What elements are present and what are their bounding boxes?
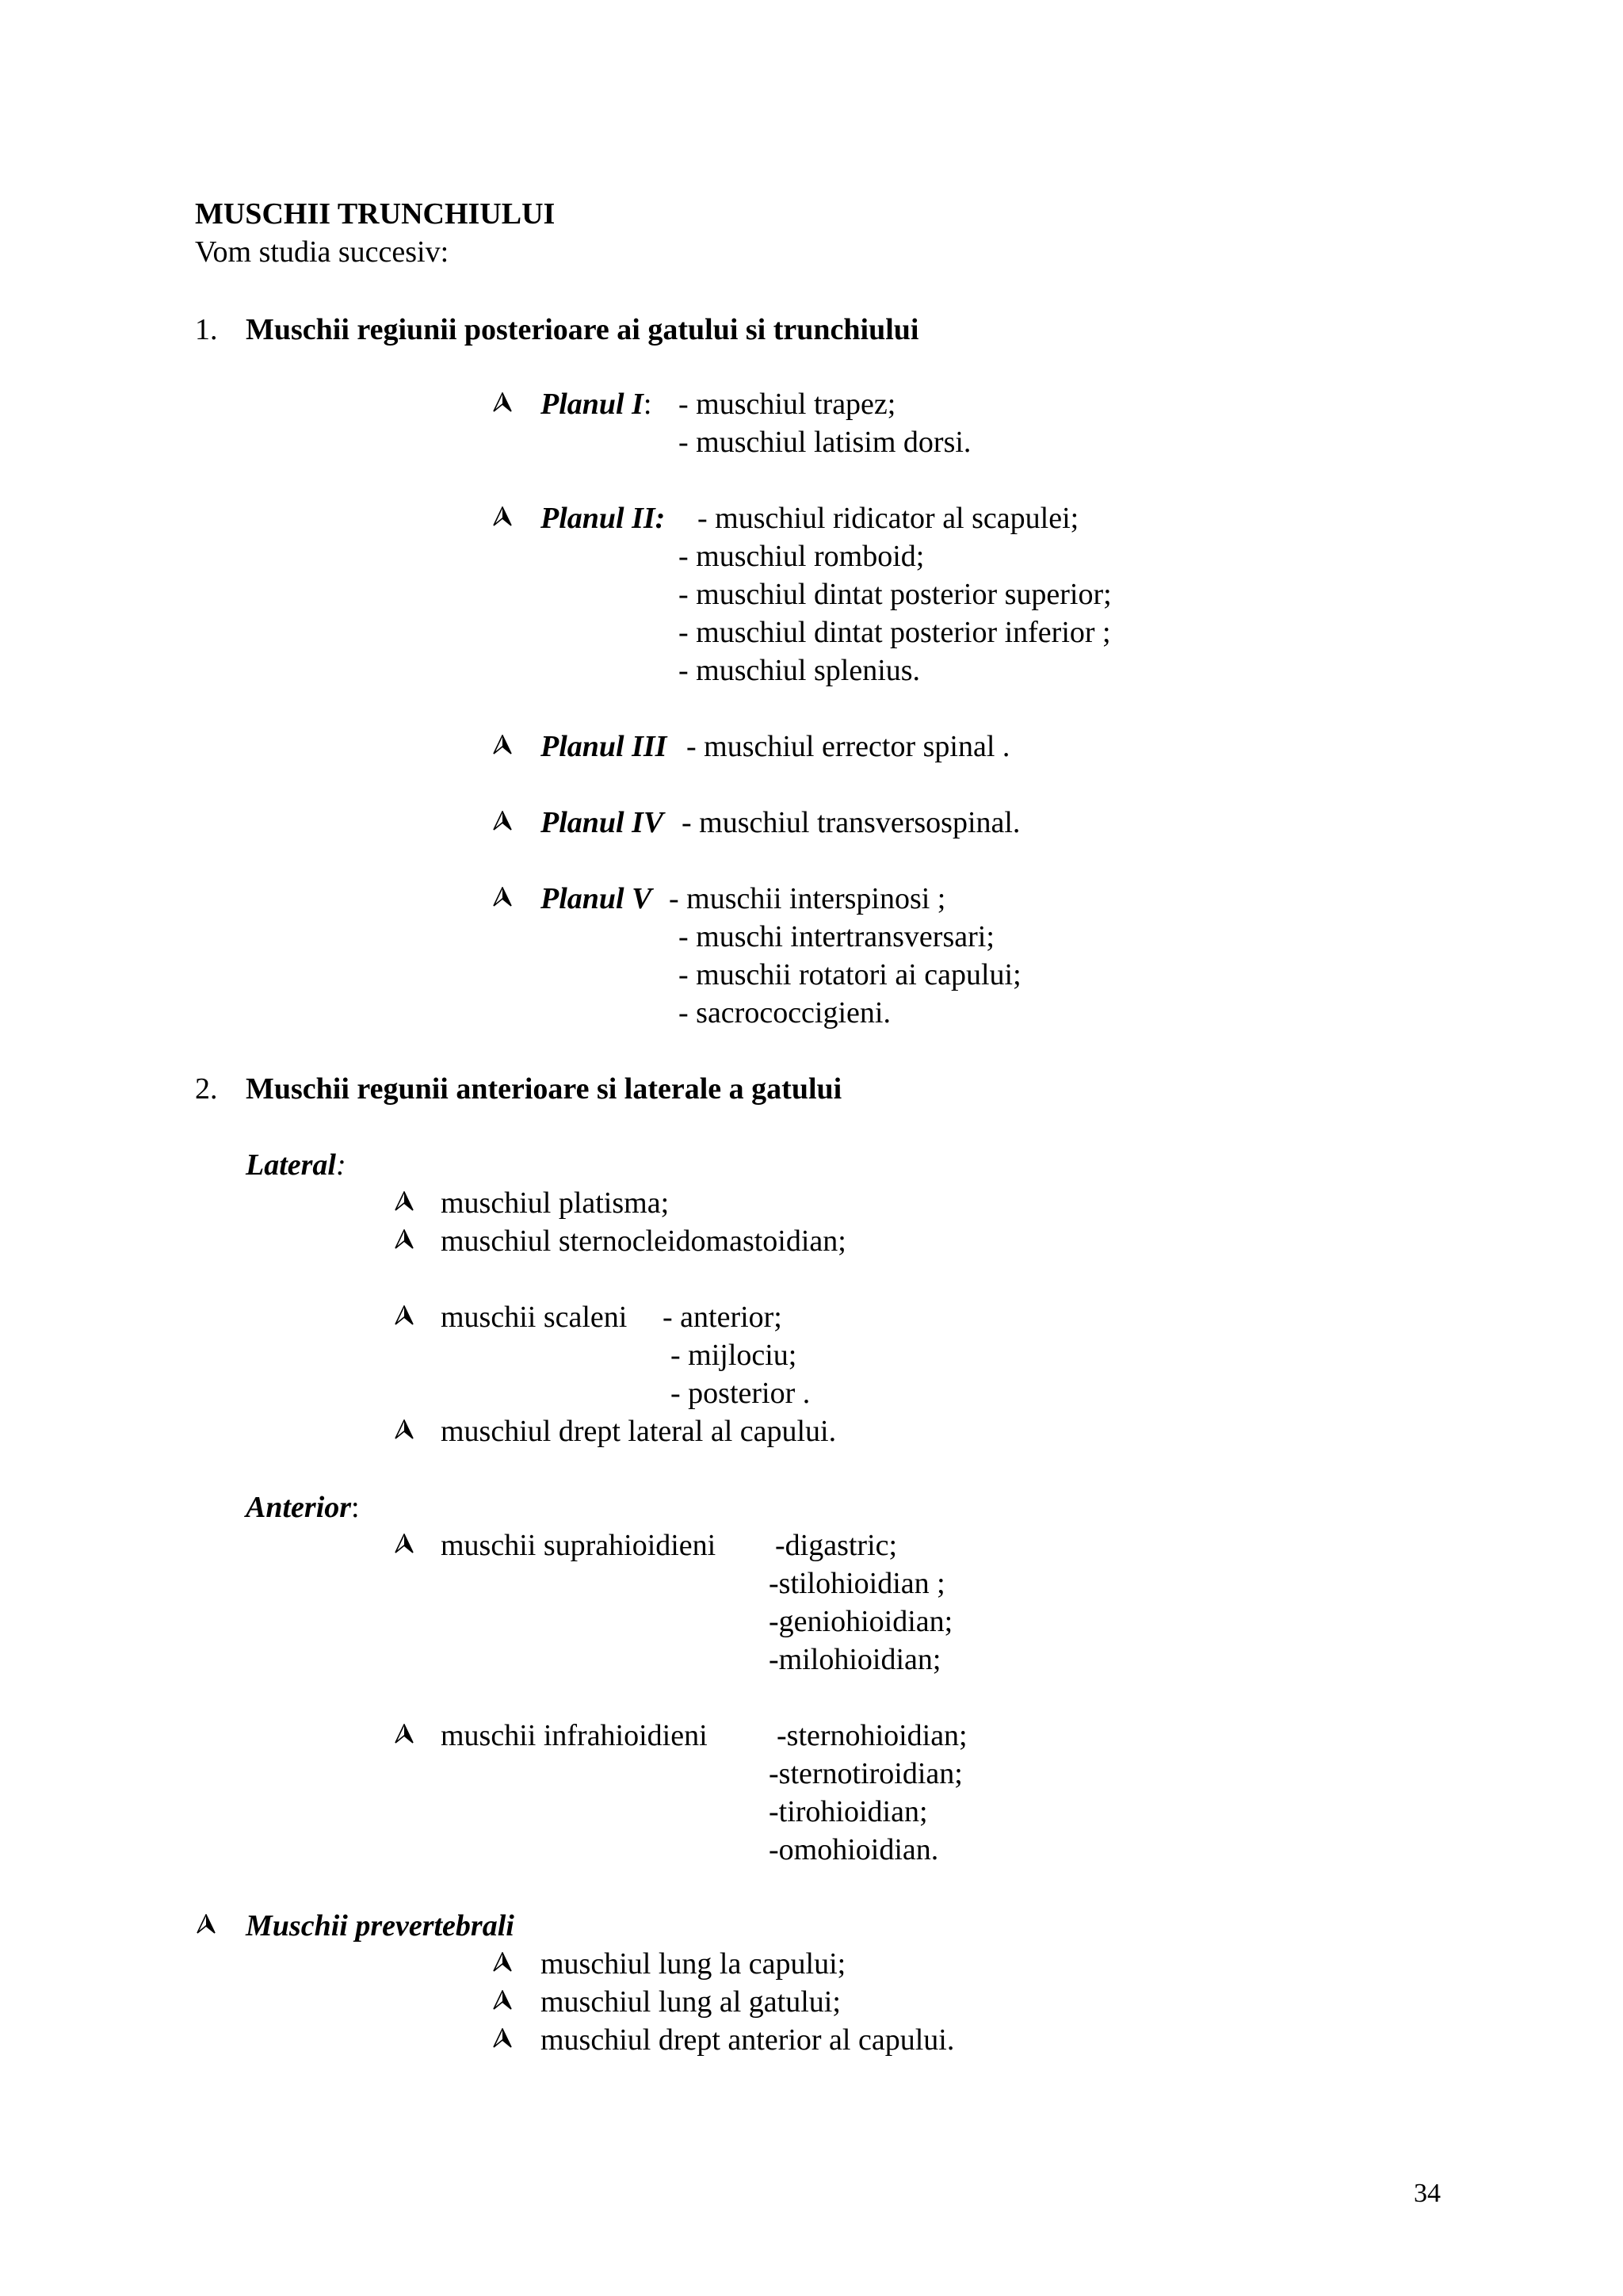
plan-2-item: - muschiul ridicator al scapulei;: [697, 502, 1079, 535]
bullet-arrow-icon: [395, 1191, 414, 1212]
scaleni-part: - posterior .: [670, 1377, 811, 1410]
bullet-arrow-icon: [493, 2028, 512, 2049]
plan-1-label: Planul I:: [540, 388, 652, 421]
plan-3-item: - muschiul errector spinal .: [686, 730, 1010, 763]
bullet-arrow-icon: [395, 1724, 414, 1744]
bullet-arrow-icon: [493, 392, 512, 413]
section-1-heading: Muschii regiunii posterioare ai gatului si trunchiului: [246, 313, 919, 346]
anterior-group-item: -stilohioidian ;: [769, 1567, 945, 1600]
plan-1-item: - muschiul trapez;: [678, 388, 896, 421]
anterior-label: Anterior:: [246, 1491, 360, 1524]
bullet-arrow-icon: [493, 1952, 512, 1973]
anterior-group-name: muschii suprahioidieni: [441, 1529, 716, 1562]
plan-2-item: - muschiul dintat posterior inferior ;: [678, 616, 1111, 649]
anterior-group-item: -omohioidian.: [769, 1833, 939, 1866]
anterior-group-item: -sternotiroidian;: [769, 1757, 963, 1790]
plan-4-label: Planul IV: [540, 806, 664, 839]
section-2-heading: Muschii regunii anterioare si laterale a gatului: [246, 1072, 842, 1106]
bullet-arrow-icon: [493, 506, 512, 527]
plan-3-label: Planul III: [540, 730, 667, 763]
plan-5-item: - sacrococcigieni.: [678, 996, 891, 1030]
bullet-arrow-icon: [493, 811, 512, 831]
bullet-arrow-icon: [395, 1229, 414, 1250]
lateral-item: muschiul sternocleidomastoidian;: [441, 1224, 846, 1258]
lateral-item: muschii scaleni: [441, 1301, 628, 1334]
bullet-arrow-icon: [395, 1534, 414, 1554]
page-title: MUSCHII TRUNCHIULUI: [195, 197, 556, 231]
section-2-number: 2.: [195, 1072, 218, 1106]
lateral-item: muschiul drept lateral al capului.: [441, 1415, 837, 1448]
prevertebral-item: muschiul drept anterior al capului.: [540, 2023, 955, 2057]
anterior-group-item: -tirohioidian;: [769, 1795, 928, 1828]
plan-5-item: - muschi intertransversari;: [678, 920, 995, 953]
scaleni-part: - mijlociu;: [670, 1339, 797, 1372]
anterior-group-item: -digastric;: [775, 1529, 898, 1562]
plan-5-item: - muschii rotatori ai capului;: [678, 958, 1022, 991]
anterior-group-item: -geniohioidian;: [769, 1605, 953, 1638]
bullet-arrow-icon: [493, 735, 512, 755]
plan-2-label: Planul II:: [540, 502, 666, 535]
prevertebral-heading: Muschii prevertebrali: [246, 1909, 514, 1943]
plan-5-label: Planul V: [540, 882, 652, 915]
scaleni-part: - anterior;: [663, 1301, 782, 1334]
prevertebral-item: muschiul lung al gatului;: [540, 1985, 841, 2019]
bullet-arrow-icon: [493, 887, 512, 907]
plan-2-item: - muschiul splenius.: [678, 654, 921, 687]
page-number: 34: [1414, 2179, 1441, 2208]
prevertebral-item: muschiul lung la capului;: [540, 1947, 846, 1981]
anterior-group-name: muschii infrahioidieni: [441, 1719, 708, 1752]
plan-5-item: - muschii interspinosi ;: [669, 882, 946, 915]
intro-text: Vom studia succesiv:: [195, 235, 449, 269]
anterior-group-item: -sternohioidian;: [777, 1719, 968, 1752]
lateral-item: muschiul platisma;: [441, 1186, 670, 1220]
bullet-arrow-icon: [493, 1990, 512, 2011]
plan-2-item: - muschiul dintat posterior superior;: [678, 578, 1112, 611]
bullet-arrow-icon: [395, 1305, 414, 1326]
plan-2-item: - muschiul romboid;: [678, 540, 925, 573]
anterior-group-item: -milohioidian;: [769, 1643, 941, 1676]
plan-4-item: - muschiul transversospinal.: [682, 806, 1021, 839]
bullet-arrow-icon: [395, 1419, 414, 1440]
bullet-arrow-icon: [197, 1914, 216, 1935]
lateral-label: Lateral:: [246, 1148, 346, 1182]
plan-1-item: - muschiul latisim dorsi.: [678, 426, 972, 459]
section-1-number: 1.: [195, 313, 218, 346]
